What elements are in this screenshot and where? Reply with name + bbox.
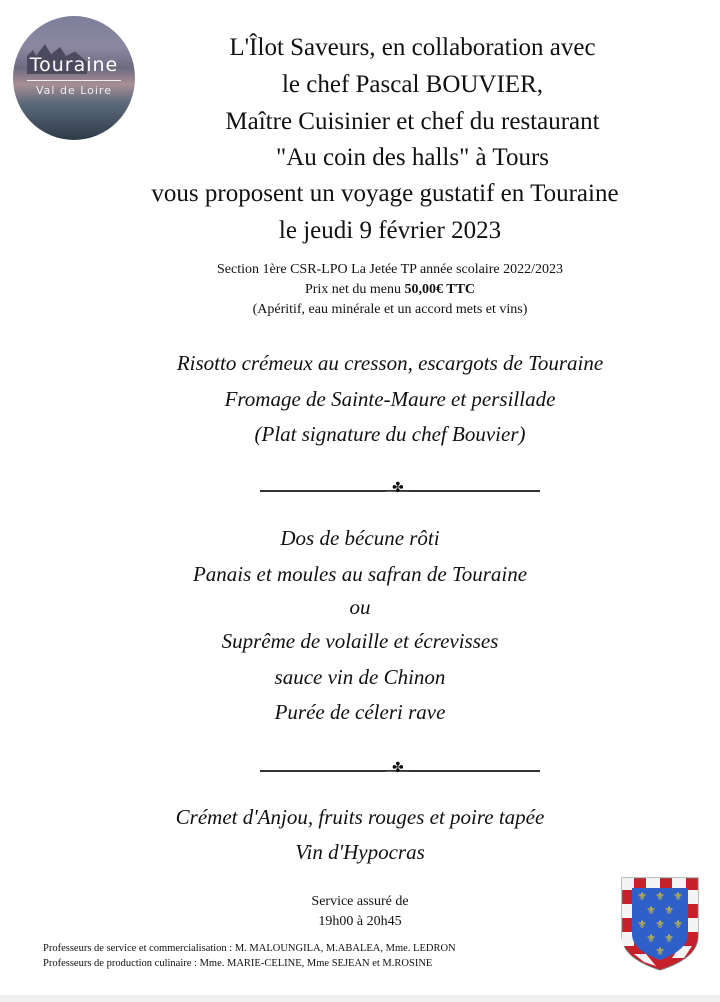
- svg-text:⚜: ⚜: [646, 933, 656, 945]
- separator: [260, 481, 540, 497]
- main-line: Dos de bécune rôti: [280, 526, 440, 550]
- starter-line: (Plat signature du chef Bouvier): [254, 422, 526, 446]
- header-line: le chef Pascal BOUVIER,: [281, 71, 544, 98]
- section-info: Section 1ère CSR-LPO La Jetée TP année scolaire 2022/2023: [216, 262, 564, 277]
- svg-text:⚜: ⚜: [673, 891, 683, 903]
- main-line: sauce vin de Chinon: [274, 665, 446, 689]
- header-line: vous proposent un voyage gustatif en Touraine: [151, 180, 619, 207]
- main-line: Panais et moules au safran de Touraine: [192, 562, 528, 586]
- header-line: L'Îlot Saveurs, en collaboration avec: [229, 34, 596, 61]
- main-line: Suprême de volaille et écrevisses: [221, 629, 499, 653]
- price-label: Prix net du menu: [304, 282, 405, 297]
- includes-info: (Apéritif, eau minérale et un accord mets et vins): [252, 302, 528, 317]
- starter-line: Fromage de Sainte-Maure et persillade: [224, 387, 556, 411]
- production-teachers: Professeurs de production culinaire : Mme. MARIE-CELINE, Mme SEJEAN et M.ROSINE: [43, 958, 433, 969]
- svg-text:⚜: ⚜: [664, 905, 674, 917]
- svg-text:⚜: ⚜: [637, 919, 647, 931]
- separator: [260, 761, 540, 777]
- header-line: le jeudi 9 février 2023: [278, 217, 502, 244]
- logo-title: Touraine: [29, 54, 119, 76]
- main-line: Purée de céleri rave: [274, 700, 446, 724]
- service-line: Service assuré de: [311, 894, 409, 909]
- header-line: "Au coin des halls" à Tours: [275, 144, 550, 171]
- page-bottom-bar: [0, 995, 720, 1002]
- svg-text:⚜: ⚜: [655, 919, 665, 931]
- main-line: ou: [349, 595, 371, 619]
- starter-line: Risotto crémeux au cresson, escargots de Touraine: [176, 351, 604, 375]
- svg-text:⚜: ⚜: [655, 891, 665, 903]
- svg-text:⚜: ⚜: [664, 933, 674, 945]
- touraine-coat-of-arms-icon: [620, 876, 700, 972]
- service-teachers: Professeurs de service et commercialisation : M. MALOUNGILA, M.ABALEA, Mme. LEDRON: [43, 943, 456, 954]
- svg-text:⚜: ⚜: [637, 891, 647, 903]
- svg-text:⚜: ⚜: [673, 919, 683, 931]
- price-value: 50,00€ TTC: [404, 282, 476, 297]
- service-time: 19h00 à 20h45: [318, 914, 402, 929]
- separator-ornament-icon: ✤: [392, 761, 404, 776]
- logo-subtitle: Val de Loire: [36, 84, 112, 97]
- header-line: Maître Cuisinier et chef du restaurant: [225, 108, 600, 135]
- separator-ornament-icon: ✤: [392, 481, 404, 496]
- dessert-line: Crémet d'Anjou, fruits rouges et poire tapée: [175, 805, 545, 829]
- dessert-line: Vin d'Hypocras: [295, 840, 425, 864]
- price-info: [60, 281, 720, 299]
- svg-text:⚜: ⚜: [655, 946, 665, 958]
- svg-text:⚜: ⚜: [646, 905, 656, 917]
